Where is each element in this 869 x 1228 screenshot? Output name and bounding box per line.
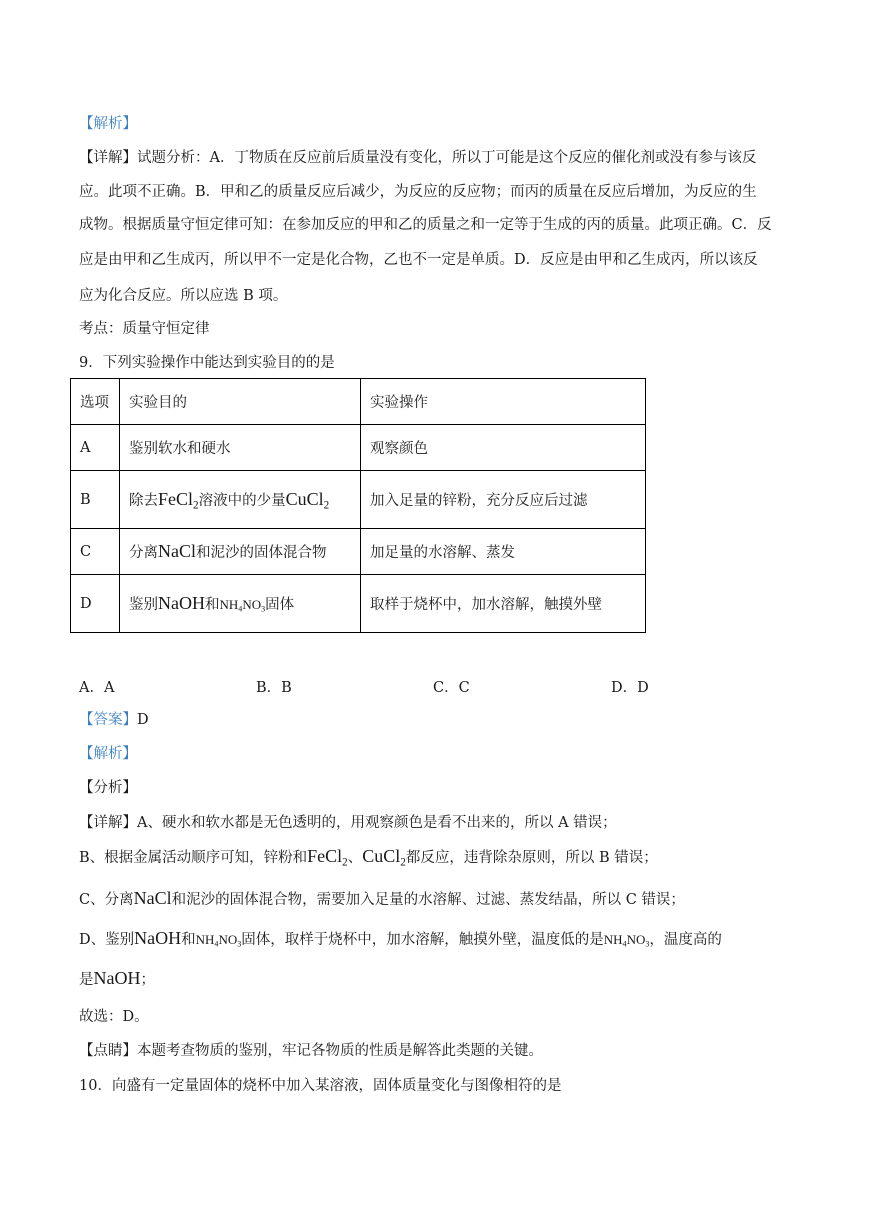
row-a-operation: 观察颜色 xyxy=(361,425,646,471)
header-purpose: 实验目的 xyxy=(120,379,361,425)
detail-line-1: 【详解】试题分析：A．丁物质在反应前后质量没有变化，所以丁可能是这个反应的催化剂或没有参与该反 xyxy=(79,150,757,166)
formula-nacl: NaCl xyxy=(158,541,196,561)
choice-b: B．B xyxy=(256,680,292,696)
choice-d: D．D xyxy=(611,680,649,696)
table-row-a xyxy=(71,425,646,471)
detail-d-2: 是NaOH； xyxy=(79,968,155,988)
table-row-b xyxy=(71,471,646,529)
formula-cucl2: CuCl$_2$ xyxy=(285,489,330,512)
row-b-purpose: 除去FeCl$_2$溶液中的少量CuCl$_2$ xyxy=(120,471,361,529)
table-row-d xyxy=(71,575,646,633)
q9-analysis-tag: 【解析】 xyxy=(79,746,137,762)
formula-fecl2: FeCl$_2$ xyxy=(158,489,199,512)
analysis-tag: 【解析】 xyxy=(79,116,137,132)
header-option: 选项 xyxy=(71,379,120,425)
formula-nh4no3: $NH_4NO_3$ xyxy=(219,597,266,614)
detail-line-2: 应。此项不正确。B．甲和乙的质量反应后减少，为反应的反应物；而丙的质量在反应后增加，为反应的生 xyxy=(79,184,757,200)
conclusion: 故选：D。 xyxy=(79,1009,149,1025)
row-d-purpose: 鉴别NaOH和$NH_4NO_3$固体 xyxy=(120,575,361,633)
formula-naoh: NaOH xyxy=(158,593,205,613)
row-a-purpose: 鉴别软水和硬水 xyxy=(120,425,361,471)
detail-line-5: 应为化合反应。所以应选 B 项。 xyxy=(79,288,288,304)
detail-c: C、分离NaCl和泥沙的固体混合物，需要加入足量的水溶解、过滤、蒸发结晶，所以 C 错误； xyxy=(79,888,685,908)
answer-tag: 【答案】 xyxy=(79,712,137,728)
choice-a: A．A xyxy=(79,680,115,696)
table-header-row xyxy=(71,379,646,425)
row-b-option: B xyxy=(71,471,120,529)
detail-b: B、根据金属活动顺序可知，锌粉和FeCl$_2$、CuCl$_2$都反应，违背除杂原则，所以 B 错误； xyxy=(79,846,658,869)
detail-line-3: 成物。根据质量守恒定律可知：在参加反应的甲和乙的质量之和一定等于生成的丙的质量。此项正确。C．反 xyxy=(79,217,772,233)
detail-d: D、鉴别NaOH和$NH_4NO_3$固体，取样于烧杯中，加水溶解，触摸外壁，温度低的是$NH_4NO_3$，温度高的 xyxy=(79,928,722,949)
fenxi-tag: 【分析】 xyxy=(79,780,137,796)
answer-line xyxy=(79,708,149,729)
answer-value: D xyxy=(137,712,149,728)
dianjing-line: 【点睛】本题考查物质的鉴别，牢记各物质的性质是解答此类题的关键。 xyxy=(79,1043,543,1059)
q10-stem: 10．向盛有一定量固体的烧杯中加入某溶液，固体质量变化与图像相符的是 xyxy=(79,1078,562,1094)
row-d-option: D xyxy=(71,575,120,633)
table-row-c xyxy=(71,529,646,575)
q9-table xyxy=(70,378,646,633)
kaodian-line: 考点：质量守恒定律 xyxy=(79,321,210,337)
choice-c: C．C xyxy=(433,680,470,696)
row-c-operation: 加足量的水溶解、蒸发 xyxy=(361,529,646,575)
q9-stem: 9．下列实验操作中能达到实验目的的是 xyxy=(79,355,335,371)
row-c-purpose: 分离NaCl和泥沙的固体混合物 xyxy=(120,529,361,575)
row-b-operation: 加入足量的锌粉，充分反应后过滤 xyxy=(361,471,646,529)
detail-a: 【详解】A、硬水和软水都是无色透明的，用观察颜色是看不出来的，所以 A 错误； xyxy=(79,815,617,831)
row-a-option: A xyxy=(71,425,120,471)
row-d-operation: 取样于烧杯中，加水溶解，触摸外壁 xyxy=(361,575,646,633)
detail-line-4: 应是由甲和乙生成丙，所以甲不一定是化合物，乙也不一定是单质。D．反应是由甲和乙生成丙，所以该反 xyxy=(79,252,758,268)
header-operation: 实验操作 xyxy=(361,379,646,425)
row-c-option: C xyxy=(71,529,120,575)
